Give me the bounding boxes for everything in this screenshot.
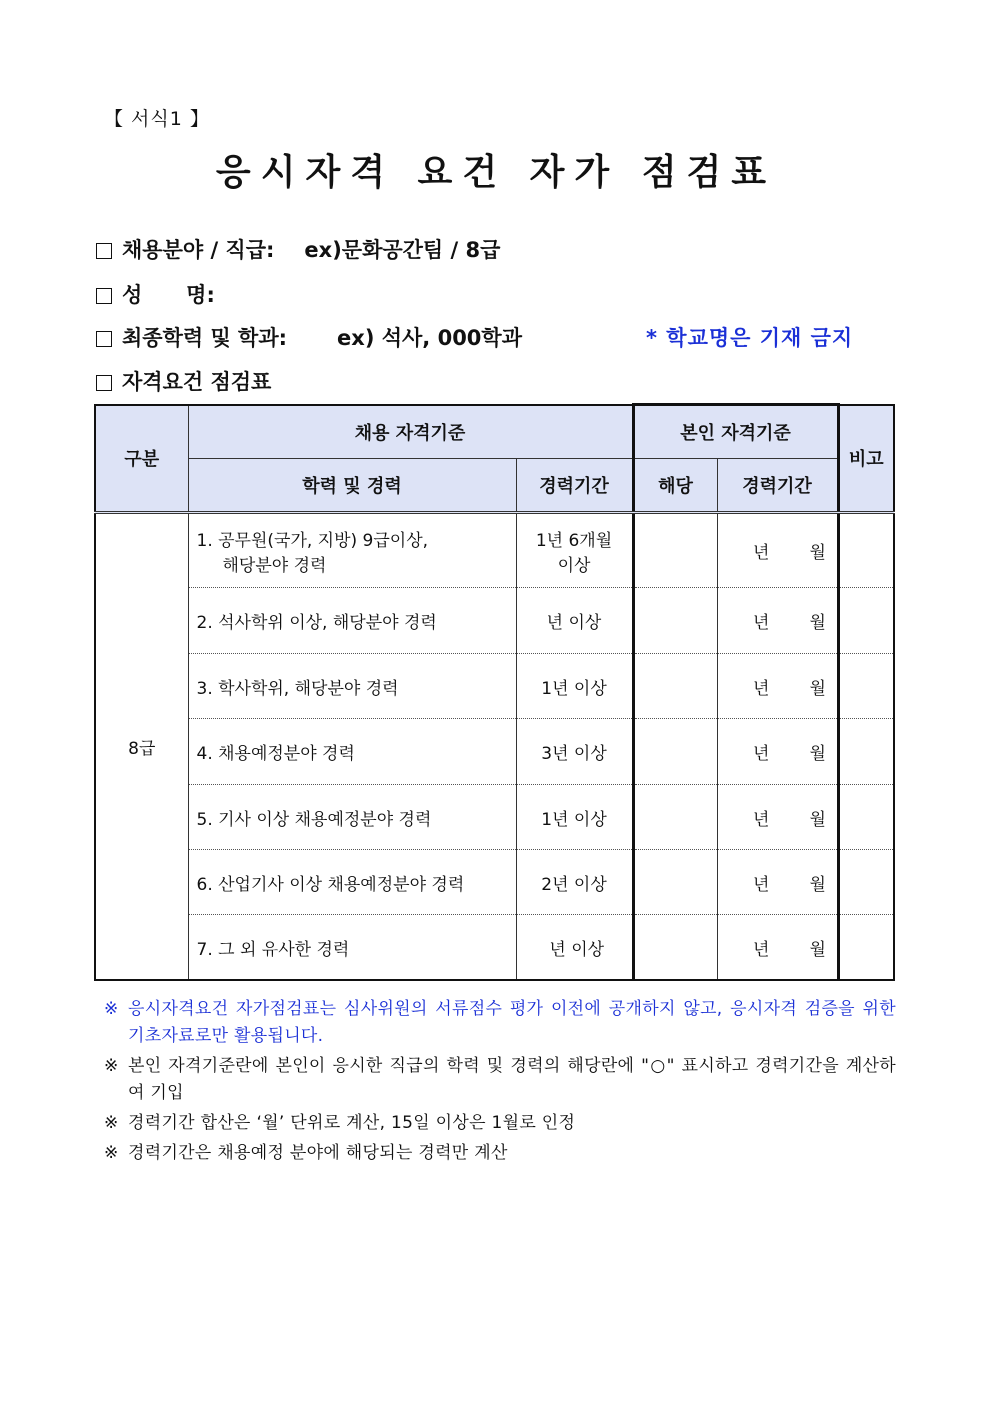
month-label: 월 [809, 874, 826, 895]
header-self-period: 경력기간 [717, 459, 838, 513]
period-cell [516, 915, 633, 980]
month-label: 월 [809, 613, 826, 634]
period-line1: 년 이상 [546, 613, 602, 634]
education-value[interactable]: ex) 석사, 000학과 [337, 326, 522, 350]
requirement-line1: 7. 그 외 유사한 경력 [196, 939, 350, 960]
period-line1: 1년 이상 [541, 809, 607, 830]
year-month-field [721, 674, 833, 699]
table-row [95, 588, 894, 654]
grade-cell: 8급 [95, 513, 188, 981]
field-value[interactable]: ex)문화공간팀 / 8급 [304, 238, 501, 262]
requirement-cell [188, 785, 516, 850]
note-mark: ※ [104, 1113, 119, 1133]
note-mark: ※ [104, 1143, 119, 1163]
field-label: 채용분야 / 직급: [122, 238, 275, 262]
note-item [104, 1110, 896, 1137]
info-checklist-line [96, 366, 271, 396]
period-cell [516, 850, 633, 915]
self-period-cell[interactable] [717, 915, 838, 980]
applicable-cell[interactable] [633, 588, 717, 654]
year-label: 년 [753, 744, 770, 765]
month-label: 월 [809, 809, 826, 830]
period-cell [516, 513, 633, 588]
year-month-field [721, 538, 833, 563]
period-line1: 1년 6개월 [535, 530, 613, 551]
header-criteria: 채용 자격기준 [188, 405, 633, 459]
month-label: 월 [809, 543, 826, 564]
period-cell [516, 588, 633, 654]
header-career-period: 경력기간 [516, 459, 633, 513]
header-remarks: 비고 [838, 405, 894, 513]
requirement-line1: 5. 기사 이상 채용예정분야 경력 [196, 809, 432, 830]
qualification-table [94, 403, 895, 981]
remarks-cell[interactable] [838, 654, 894, 719]
header-edu-career: 학력 및 경력 [188, 459, 516, 513]
header-category: 구분 [95, 405, 188, 513]
self-period-cell[interactable] [717, 513, 838, 588]
table-row [95, 654, 894, 719]
period-line1: 1년 이상 [541, 678, 607, 699]
checklist-label: 자격요건 점검표 [122, 370, 272, 394]
info-name-line [96, 279, 215, 309]
note-mark: ※ [104, 1056, 119, 1076]
year-label: 년 [753, 809, 770, 830]
requirement-cell [188, 719, 516, 785]
month-label: 월 [809, 678, 826, 699]
note-text: 본인 자격기준란에 본인이 응시한 직급의 학력 및 경력의 해당란에 "○" 표시하고 경력기간을 계산하여 기입 [128, 1056, 896, 1103]
applicable-cell[interactable] [633, 654, 717, 719]
month-label: 월 [809, 939, 826, 960]
year-month-field [721, 739, 833, 764]
year-label: 년 [753, 613, 770, 634]
requirement-cell [188, 654, 516, 719]
info-field-line [96, 234, 500, 264]
table-row [95, 513, 894, 588]
note-text: 응시자격요건 자가점검표는 심사위원의 서류점수 평가 이전에 공개하지 않고, 응시자격 검증을 위한 기초자료로만 활용됩니다. [128, 999, 896, 1046]
page-title: 응시자격 요건 자가 점검표 [215, 152, 777, 193]
self-period-cell[interactable] [717, 654, 838, 719]
period-cell [516, 719, 633, 785]
remarks-cell[interactable] [838, 588, 894, 654]
requirement-cell [188, 588, 516, 654]
remarks-cell[interactable] [838, 719, 894, 785]
year-month-field [721, 805, 833, 830]
info-education-line [96, 322, 522, 352]
period-line1: 2년 이상 [541, 874, 607, 895]
period-cell [516, 785, 633, 850]
applicable-cell[interactable] [633, 915, 717, 980]
table-row [95, 850, 894, 915]
remarks-cell[interactable] [838, 785, 894, 850]
header-self: 본인 자격기준 [633, 405, 838, 459]
self-period-cell[interactable] [717, 785, 838, 850]
year-label: 년 [753, 678, 770, 699]
name-label: 성 명: [122, 283, 215, 307]
table-row [95, 785, 894, 850]
self-period-cell[interactable] [717, 588, 838, 654]
requirement-line1: 6. 산업기사 이상 채용예정분야 경력 [196, 874, 465, 895]
note-text: 경력기간은 채용예정 분야에 해당되는 경력만 계산 [128, 1143, 508, 1163]
applicable-cell[interactable] [633, 513, 717, 588]
requirement-cell [188, 513, 516, 588]
year-month-field [721, 608, 833, 633]
year-label: 년 [753, 543, 770, 564]
remarks-cell[interactable] [838, 850, 894, 915]
requirement-cell [188, 850, 516, 915]
note-item [104, 1140, 896, 1167]
note-text: 경력기간 합산은 ‘월’ 단위로 계산, 15일 이상은 1월로 인정 [128, 1113, 576, 1133]
month-label: 월 [809, 744, 826, 765]
table-row [95, 719, 894, 785]
note-item [104, 1053, 896, 1107]
period-line1: 3년 이상 [541, 744, 607, 765]
remarks-cell[interactable] [838, 915, 894, 980]
self-period-cell[interactable] [717, 850, 838, 915]
requirement-line1: 1. 공무원(국가, 지방) 9급이상, [196, 530, 429, 551]
education-note: * 학교명은 기재 금지 [646, 326, 854, 350]
notes-section [104, 996, 896, 1167]
period-cell [516, 654, 633, 719]
requirement-line1: 2. 석사학위 이상, 해당분야 경력 [196, 613, 437, 634]
applicable-cell[interactable] [633, 850, 717, 915]
form-label: 【 서식1 】 [104, 108, 210, 130]
header-applicable: 해당 [633, 459, 717, 513]
year-month-field [721, 935, 833, 960]
year-label: 년 [753, 874, 770, 895]
checkbox-icon [96, 288, 112, 304]
note-item [104, 996, 896, 1050]
period-line1: 년 이상 [543, 939, 605, 960]
checkbox-icon [96, 243, 112, 259]
table-row [95, 915, 894, 980]
year-month-field [721, 870, 833, 895]
applicable-cell[interactable] [633, 785, 717, 850]
education-label: 최종학력 및 학과: [122, 326, 288, 350]
checkbox-icon [96, 331, 112, 347]
self-period-cell[interactable] [717, 719, 838, 785]
requirement-cell [188, 915, 516, 980]
remarks-cell[interactable] [838, 513, 894, 588]
period-line2: 이상 [557, 555, 591, 576]
requirement-line1: 3. 학사학위, 해당분야 경력 [196, 678, 399, 699]
applicable-cell[interactable] [633, 719, 717, 785]
requirement-line2: 해당분야 경력 [222, 555, 327, 576]
requirement-line1: 4. 채용예정분야 경력 [196, 744, 355, 765]
note-mark: ※ [104, 999, 119, 1019]
checkbox-icon [96, 375, 112, 391]
year-label: 년 [753, 939, 770, 960]
